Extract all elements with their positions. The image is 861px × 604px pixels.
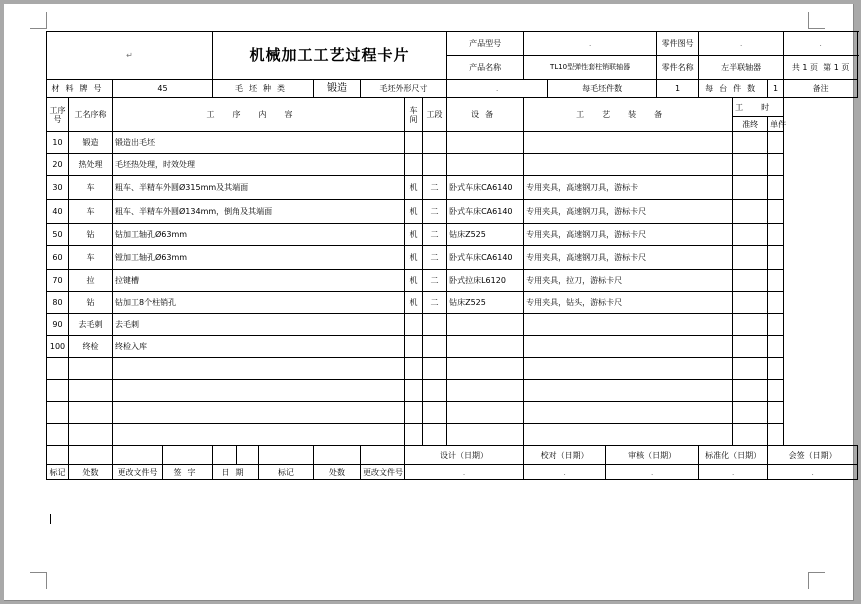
page-count-cell: 共 1 页 第 1 页 [784, 56, 858, 80]
op-no-cell: 80 [47, 292, 69, 314]
product-name-value[interactable]: TL10型弹性套柱销联轴器 [524, 56, 657, 80]
op-name-cell: 车 [69, 176, 113, 200]
workshop-cell [405, 336, 423, 358]
table-row [47, 200, 858, 224]
sign-label: 签字 [163, 465, 213, 480]
equipment-header: 设备 [447, 98, 524, 132]
table-row [47, 132, 858, 154]
section-cell [423, 314, 447, 336]
change-doc-label: 更改文件号 [113, 465, 163, 480]
op-content-cell: 去毛刺 [113, 314, 405, 336]
crop-mark-bottom-left [30, 572, 47, 589]
review-label: 审核（日期） [606, 446, 699, 465]
check-value[interactable]: . [524, 465, 606, 480]
section-cell: 二 [423, 270, 447, 292]
equipment-cell [447, 314, 524, 336]
section-cell [423, 132, 447, 154]
tooling-cell [524, 336, 733, 358]
product-name-label: 产品名称 [447, 56, 524, 80]
countersign-value[interactable]: . [768, 465, 858, 480]
op-name-header: 工名序称 [69, 98, 113, 132]
part-drawing-value[interactable]: . [699, 32, 784, 56]
op-name-cell: 钻 [69, 292, 113, 314]
section-cell: 二 [423, 246, 447, 270]
tooling-cell [524, 154, 733, 176]
equipment-cell: 钻床Z525 [447, 224, 524, 246]
workshop-cell [405, 154, 423, 176]
op-name-cell: 车 [69, 200, 113, 224]
op-content-cell: 钻加工8个柱销孔 [113, 292, 405, 314]
workshop-cell [405, 132, 423, 154]
section-cell: 二 [423, 292, 447, 314]
section-cell [423, 336, 447, 358]
equipment-cell [447, 132, 524, 154]
table-row [47, 292, 858, 314]
workshop-cell: 机 [405, 176, 423, 200]
table-row [47, 224, 858, 246]
material-no-value[interactable]: 45 [113, 80, 213, 98]
op-no-header: 工序号 [47, 98, 69, 132]
count-label: 处数 [69, 465, 113, 480]
tooling-cell: 专用夹具，高速钢刀具，游标卡 [524, 176, 733, 200]
pieces-per-unit-label: 每台件数 [699, 80, 768, 98]
op-no-cell: 50 [47, 224, 69, 246]
empty-row [47, 424, 858, 446]
part-name-value[interactable]: 左半联轴器 [699, 56, 784, 80]
count-label: 处数 [314, 465, 361, 480]
table-row [47, 246, 858, 270]
check-label: 校对（日期） [524, 446, 606, 465]
pieces-per-unit-value[interactable]: 1 [768, 80, 784, 98]
op-no-cell: 10 [47, 132, 69, 154]
product-model-value[interactable]: . [524, 32, 657, 56]
tooling-cell: 专用夹具，拉刀，游标卡尺 [524, 270, 733, 292]
blank-size-label: 毛坯外形尺寸 [361, 80, 447, 98]
workshop-cell: 机 [405, 292, 423, 314]
table-row [47, 176, 858, 200]
pieces-per-blank-label: 每毛坯件数 [548, 80, 657, 98]
tooling-header: 工艺装备 [524, 98, 733, 132]
part-name-label: 零件名称 [657, 56, 699, 80]
table-row [47, 314, 858, 336]
material-no-label: 材料牌号 [47, 80, 113, 98]
card-title: 机械加工工艺过程卡片 [213, 32, 447, 80]
op-content-cell: 终检入库 [113, 336, 405, 358]
op-name-cell: 终检 [69, 336, 113, 358]
op-no-cell: 30 [47, 176, 69, 200]
unit-time-header: 单件 [768, 117, 784, 132]
mark-label: 标记 [259, 465, 314, 480]
equipment-cell [447, 154, 524, 176]
change-doc-label: 更改文件号 [361, 465, 405, 480]
man-hours-header: 工时 [733, 98, 784, 117]
op-no-cell: 60 [47, 246, 69, 270]
remark-label: 备注 [784, 80, 858, 98]
op-content-cell: 粗车、半精车外圆Ø315mm及其端面 [113, 176, 405, 200]
workshop-cell: 机 [405, 246, 423, 270]
tooling-cell: 专用夹具，高速钢刀具，游标卡尺 [524, 246, 733, 270]
table-row [47, 154, 858, 176]
design-value[interactable]: . [405, 465, 524, 480]
op-name-cell: 钻 [69, 224, 113, 246]
workshop-cell [405, 314, 423, 336]
op-no-cell: 100 [47, 336, 69, 358]
op-no-cell: 90 [47, 314, 69, 336]
workshop-header: 车间 [405, 98, 423, 132]
op-content-cell: 钻加工轴孔Ø63mm [113, 224, 405, 246]
mark-label: 标记 [47, 465, 69, 480]
op-content-cell: 粗车、半精车外圆Ø134mm，倒角及其端面 [113, 200, 405, 224]
equipment-cell: 卧式车床CA6140 [447, 200, 524, 224]
equipment-cell [447, 336, 524, 358]
tooling-cell: 专用夹具，钻头，游标卡尺 [524, 292, 733, 314]
equipment-cell: 卧式拉床L6120 [447, 270, 524, 292]
tooling-cell: 专用夹具，高速钢刀具，游标卡尺 [524, 224, 733, 246]
empty-row [47, 358, 858, 380]
op-content-cell: 锻造出毛坯 [113, 132, 405, 154]
standardize-label: 标准化（日期） [699, 446, 768, 465]
section-cell: 二 [423, 200, 447, 224]
op-name-cell: 拉 [69, 270, 113, 292]
section-cell: 二 [423, 224, 447, 246]
part-drawing-label: 零件图号 [657, 32, 699, 56]
crop-mark-top-left [30, 12, 47, 29]
prep-final-header: 准终 [733, 117, 768, 132]
crop-mark-bottom-right [808, 572, 825, 589]
workshop-cell: 机 [405, 200, 423, 224]
tooling-cell: 专用夹具，高速钢刀具，游标卡尺 [524, 200, 733, 224]
blank-type-value[interactable]: 锻造 [314, 80, 361, 98]
text-cursor [50, 514, 51, 524]
countersign-label: 会签（日期） [768, 446, 858, 465]
blank-type-label: 毛坯种类 [213, 80, 314, 98]
blank-size-value[interactable]: . [447, 80, 548, 98]
op-content-cell: 拉键槽 [113, 270, 405, 292]
section-cell [423, 154, 447, 176]
empty-row [47, 402, 858, 424]
tooling-cell [524, 132, 733, 154]
workshop-cell: 机 [405, 224, 423, 246]
equipment-cell: 卧式车床CA6140 [447, 176, 524, 200]
op-name-cell: 热处理 [69, 154, 113, 176]
header-extra-cell: . [784, 32, 858, 56]
tooling-cell [524, 314, 733, 336]
op-name-cell: 车 [69, 246, 113, 270]
section-cell: 二 [423, 176, 447, 200]
crop-mark-top-right [808, 12, 825, 29]
op-no-cell: 20 [47, 154, 69, 176]
op-content-cell: 毛坯热处理，时效处理 [113, 154, 405, 176]
workshop-cell: 机 [405, 270, 423, 292]
table-row [47, 336, 858, 358]
design-label: 设计（日期） [405, 446, 524, 465]
empty-row [47, 380, 858, 402]
op-no-cell: 70 [47, 270, 69, 292]
op-no-cell: 40 [47, 200, 69, 224]
op-name-cell: 去毛刺 [69, 314, 113, 336]
product-model-label: 产品型号 [447, 32, 524, 56]
process-card-table [46, 31, 858, 480]
table-row [47, 270, 858, 292]
op-content-cell: 镗加工轴孔Ø63mm [113, 246, 405, 270]
equipment-cell: 卧式车床CA6140 [447, 246, 524, 270]
section-header: 工段 [423, 98, 447, 132]
equipment-cell: 钻床Z525 [447, 292, 524, 314]
standardize-value[interactable]: . [699, 465, 768, 480]
date-label: 日期 [213, 465, 259, 480]
pieces-per-blank-value[interactable]: 1 [657, 80, 699, 98]
header-blank-cell: ↵ [47, 32, 213, 80]
review-value[interactable]: . [606, 465, 699, 480]
op-name-cell: 锻造 [69, 132, 113, 154]
op-content-header: 工序内容 [113, 98, 405, 132]
